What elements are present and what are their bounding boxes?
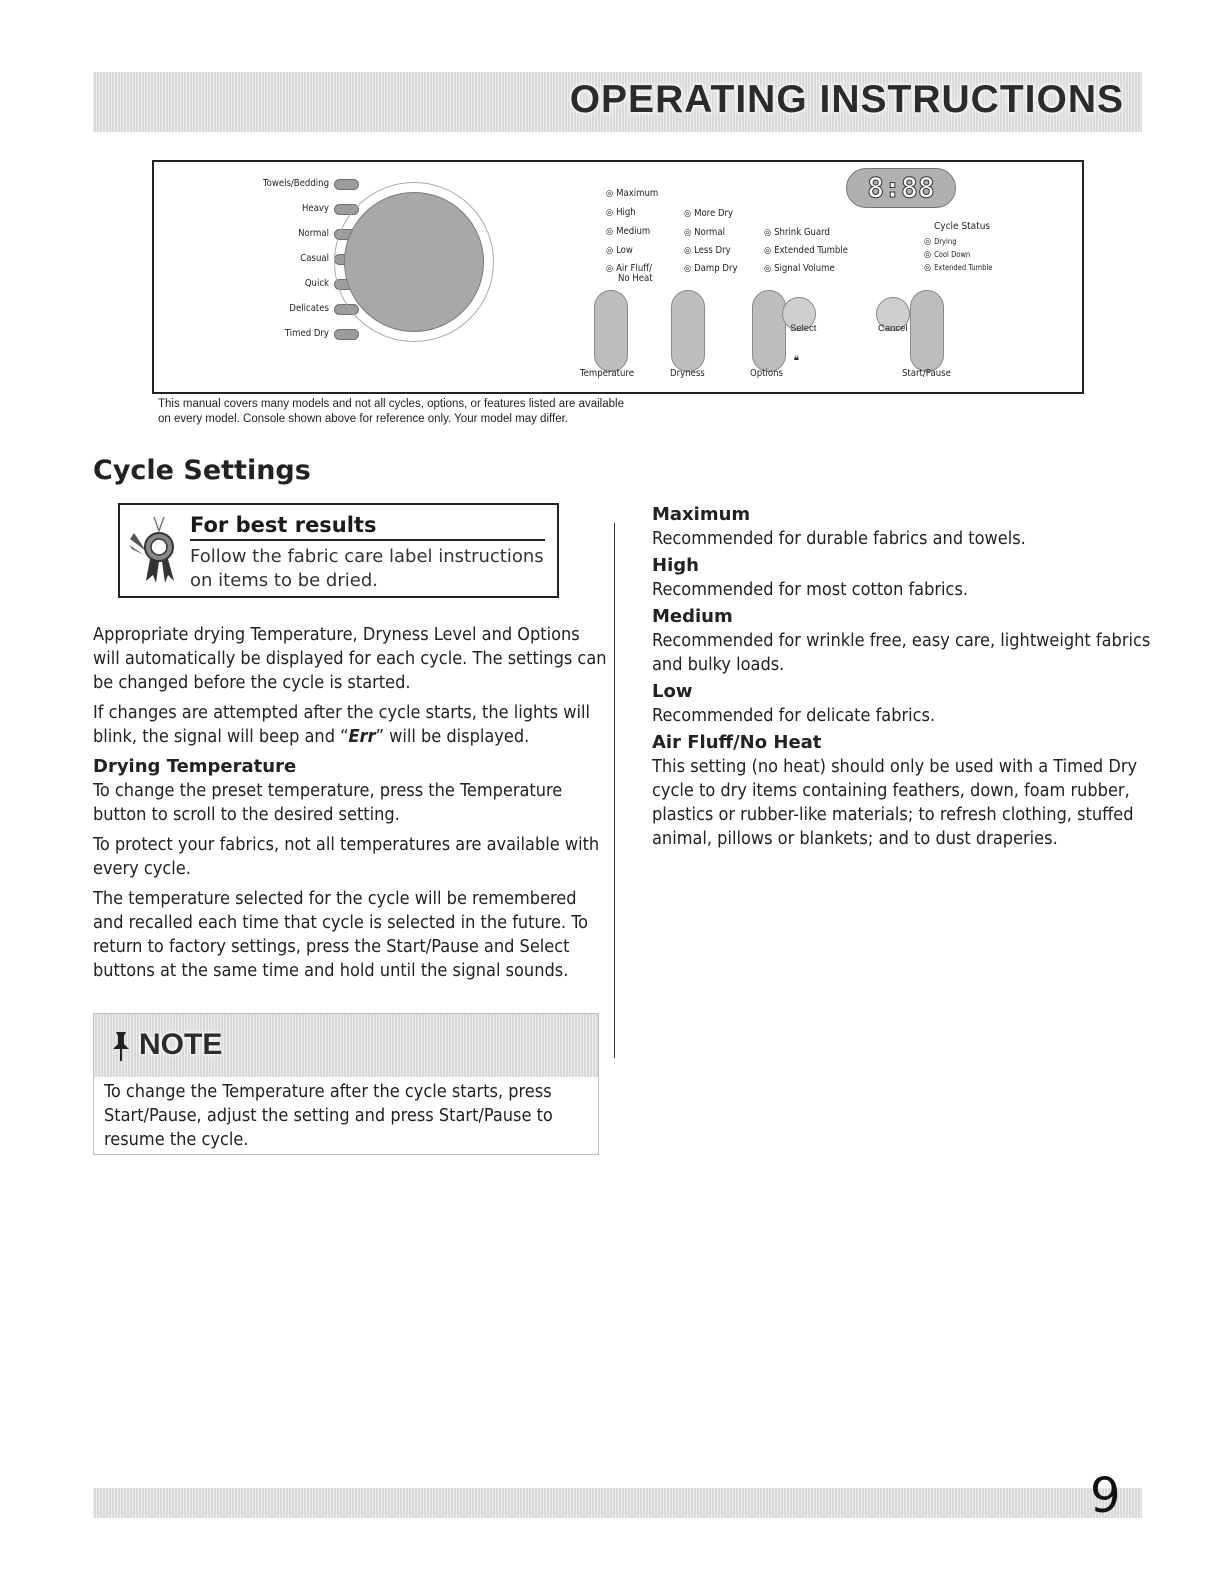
column-divider: [614, 523, 615, 1058]
status-drying: ◎ Drying: [924, 237, 956, 247]
cycle-label-timed-dry: Timed Dry: [284, 328, 329, 339]
cycle-label-normal: Normal: [298, 228, 329, 239]
err-paragraph: [93, 701, 608, 749]
pushpin-icon: [110, 1030, 132, 1062]
cycle-label-quick: Quick: [304, 278, 329, 289]
left-column: [93, 623, 608, 989]
page-number: 9: [1090, 1468, 1121, 1524]
medium-heading: Medium: [652, 606, 733, 627]
cycle-status-label: Cycle Status: [934, 221, 991, 232]
air-fluff-heading: Air Fluff/No Heat: [652, 732, 822, 753]
award-ribbon-icon: [126, 509, 180, 589]
header-band: [93, 72, 1142, 132]
start-pause-label: Start/Pause: [902, 368, 951, 379]
console-illustration: [152, 160, 1084, 394]
page-header-title: OPERATING INSTRUCTIONS: [569, 78, 1124, 121]
cycle-selector-dial: [344, 192, 484, 332]
err-text-start: If changes are attempted after the cycle starts, the lights will blink, the signal will beep and “: [93, 702, 590, 747]
temperature-paragraph: To change the preset temperature, press the Temperature button to scroll to the desired setting.: [93, 780, 563, 825]
options-button: [752, 290, 786, 372]
note-text: To change the Temperature after the cycle starts, press Start/Pause, adjust the setting and press Start/Pause to resume the cycle.: [104, 1081, 553, 1150]
temp-no-heat: No Heat: [618, 273, 653, 284]
right-column: [652, 500, 1152, 853]
temperature-label: Temperature: [580, 368, 634, 379]
best-results-box: [118, 503, 559, 598]
err-code: Err: [348, 726, 376, 747]
best-results-text: [190, 545, 550, 593]
temperature-button: [594, 290, 628, 372]
protect-paragraph: To protect your fabrics, not all temperatures are available with every cycle.: [93, 834, 600, 879]
maximum-text: Recommended for durable fabrics and towels.: [652, 528, 1026, 549]
status-cool-down: ◎ Cool Down: [924, 250, 970, 260]
best-results-line: Follow the fabric care label instructions: [190, 546, 544, 567]
option-shrink-guard: ◎ Shrink Guard: [764, 227, 830, 238]
dryness-damp-dry: ◎ Damp Dry: [684, 263, 738, 274]
medium-text: Recommended for wrinkle free, easy care, lightweight fabrics and bulky loads.: [652, 630, 1151, 675]
start-pause-button: [910, 290, 944, 372]
low-text: Recommended for delicate fabrics.: [652, 705, 936, 726]
best-results-title: For best results: [190, 513, 545, 541]
air-fluff-text: This setting (no heat) should only be used with a Timed Dry cycle to dry items containing feathers, down, foam rubber, plastics or rubber-like materials; to refresh clothing, stuffed animal, pillows or blankets; and to dust draperies.: [652, 756, 1138, 849]
high-heading: High: [652, 555, 699, 576]
options-label: Options: [750, 368, 783, 379]
drying-temperature-heading: Drying Temperature: [93, 756, 297, 777]
note-box: [93, 1013, 599, 1155]
section-title: Cycle Settings: [93, 455, 311, 486]
cycle-label-heavy: Heavy: [301, 203, 329, 214]
maximum-heading: Maximum: [652, 504, 751, 525]
cycle-indicator: [334, 329, 359, 340]
cycle-indicator: [334, 179, 359, 190]
temp-medium: ◎ Medium: [606, 226, 650, 237]
console-disclaimer-line: This manual covers many models and not all cycles, options, or features listed are available: [158, 398, 624, 410]
temp-high: ◎ High: [606, 207, 636, 218]
display-readout: 8:88: [867, 171, 935, 204]
dryness-more-dry: ◎ More Dry: [684, 208, 733, 219]
intro-paragraph: Appropriate drying Temperature, Dryness Level and Options will automatically be displayed for each cycle. The settings can be changed before the cycle is started.: [93, 624, 607, 693]
dryness-label: Dryness: [670, 368, 705, 379]
console-disclaimer: [158, 397, 858, 427]
low-heading: Low: [652, 681, 693, 702]
option-signal-volume: ◎ Signal Volume: [764, 263, 835, 274]
digital-display: [846, 168, 956, 208]
high-text: Recommended for most cotton fabrics.: [652, 579, 969, 600]
cycle-label-casual: Casual: [300, 253, 329, 264]
temp-low: ◎ Low: [606, 245, 633, 256]
dryness-normal: ◎ Normal: [684, 227, 725, 238]
err-text-end: ” will be displayed.: [375, 726, 530, 747]
cancel-label: Cancel: [878, 323, 908, 334]
lock-icon: 🔒︎: [794, 353, 799, 363]
select-label: Select: [790, 323, 817, 334]
cycle-label-towels: Towels/Bedding: [263, 178, 329, 189]
dryness-less-dry: ◎ Less Dry: [684, 245, 731, 256]
temp-maximum: ◎ Maximum: [606, 188, 658, 199]
best-results-line: on items to be dried.: [190, 570, 378, 591]
console-disclaimer-line: on every model. Console shown above for reference only. Your model may differ.: [158, 413, 568, 425]
option-extended-tumble: ◎ Extended Tumble: [764, 245, 848, 256]
note-header: [94, 1014, 598, 1077]
temp-air-fluff: ◎ Air Fluff/: [606, 263, 652, 274]
footer-band: [93, 1488, 1142, 1518]
status-extended-tumble: ◎ Extended Tumble: [924, 263, 992, 273]
note-title: NOTE: [139, 1028, 223, 1061]
dryness-button: [671, 290, 705, 372]
remember-paragraph: The temperature selected for the cycle will be remembered and recalled each time that cycle is selected in the future. To return to factory settings, press the Start/Pause and Select buttons at the same time and hold until the signal sounds.: [93, 888, 589, 981]
cycle-label-delicates: Delicates: [289, 303, 329, 314]
